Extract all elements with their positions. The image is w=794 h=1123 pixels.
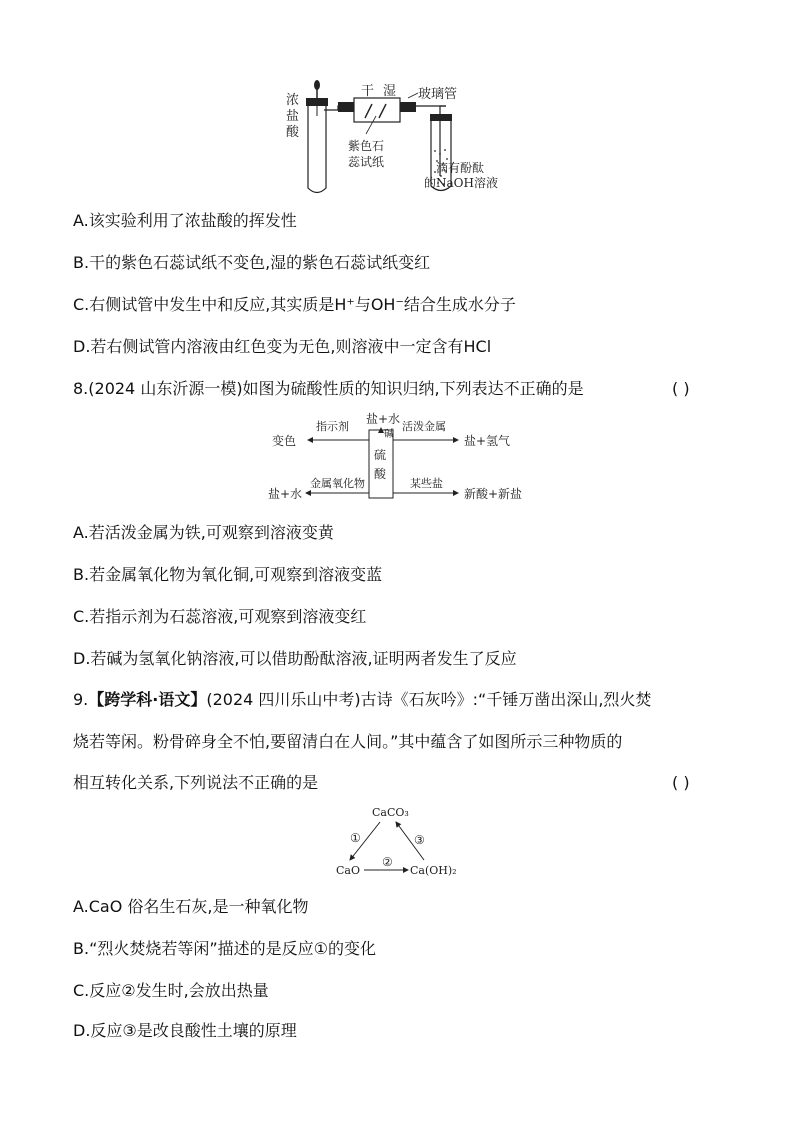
q7-option-d: D.若右侧试管内溶液由红色变为无色,则溶液中一定含有HCl: [73, 337, 492, 356]
solution-label-2: 的NaOH溶液: [424, 176, 498, 190]
active-metal-label: 活泼金属: [402, 420, 446, 433]
q8-option-d: D.若碱为氢氧化钠溶液,可以借助酚酞溶液,证明两者发生了反应: [73, 649, 517, 668]
q7-option-c: C.右侧试管中发生中和反应,其实质是H⁺与OH⁻结合生成水分子: [73, 295, 516, 314]
q9-number: 9.: [73, 690, 89, 709]
q9-option-d: D.反应③是改良酸性土壤的原理: [73, 1021, 297, 1040]
indicator-label: 指示剂: [316, 420, 349, 433]
acid-label-1: 浓: [286, 93, 300, 108]
solution-label-1: 滴有酚酞: [436, 161, 485, 175]
q9-answer-paren: ( ): [672, 773, 690, 792]
q9-stem-line-2: 烧若等闲。粉骨碎身全不怕,要留清白在人间。”其中蕴含了如图所示三种物质的: [73, 732, 623, 751]
salt-hydrogen-target: 盐+氢气: [464, 434, 511, 448]
q9-option-c: C.反应②发生时,会放出热量: [73, 981, 269, 1000]
q7-option-a: A.该实验利用了浓盐酸的挥发性: [73, 211, 297, 230]
litmus-paper-label-1: 紫色石: [348, 139, 385, 153]
q9-subject-tag: 【跨学科·语文】: [88, 690, 207, 709]
new-acid-salt-target: 新酸+新盐: [464, 487, 523, 501]
cao-label: CaO: [336, 864, 360, 877]
q8-stem: 8.(2024 山东沂源一模)如图为硫酸性质的知识归纳,下列表达不正确的是: [73, 379, 584, 398]
q8-option-b: B.若金属氧化物为氧化铜,可观察到溶液变蓝: [73, 565, 383, 584]
caoh2-label: Ca(OH)₂: [410, 864, 457, 877]
acid-label-2: 盐: [286, 109, 300, 124]
metal-oxide-label: 金属氧化物: [310, 477, 365, 490]
q9-stem-line-1: [73, 690, 651, 710]
acid-label-3: 酸: [286, 125, 300, 140]
glass-tube-label: 玻璃管: [418, 87, 458, 102]
caco3-label: CaCO₃: [372, 806, 409, 819]
q9-option-b: B.“烈火焚烧若等闲”描述的是反应①的变化: [73, 939, 376, 958]
q9-stem-text: (2024 四川乐山中考)古诗《石灰吟》:“千锤万凿出深山,烈火焚: [206, 690, 652, 709]
calcium-cycle-diagram: [330, 802, 470, 884]
center-label-2: 酸: [374, 467, 387, 481]
reaction-3-label: ③: [414, 833, 425, 847]
litmus-paper-label-2: 蕊试纸: [348, 155, 385, 169]
color-change-target: 变色: [272, 434, 297, 448]
dry-label: 干: [361, 84, 375, 99]
q8-option-a: A.若活泼金属为铁,可观察到溶液变黄: [73, 523, 334, 542]
wet-label: 湿: [383, 84, 397, 99]
reaction-1-label: ①: [350, 831, 361, 845]
q8-answer-paren: ( ): [672, 379, 690, 398]
q7-option-b: B.干的紫色石蕊试纸不变色,湿的紫色石蕊试纸变红: [73, 253, 431, 272]
base-label: 碱: [384, 429, 394, 440]
reaction-2-label: ②: [382, 855, 393, 869]
hcl-apparatus-figure: [280, 76, 520, 198]
sulfuric-acid-diagram: [262, 408, 554, 504]
q8-option-c: C.若指示剂为石蕊溶液,可观察到溶液变红: [73, 607, 367, 626]
center-label-1: 硫: [374, 448, 387, 462]
some-salt-label: 某些盐: [410, 477, 443, 490]
q9-option-a: A.CaO 俗名生石灰,是一种氧化物: [73, 897, 309, 916]
top-target: 盐+水: [366, 412, 401, 426]
salt-water-target: 盐+水: [268, 487, 303, 501]
q9-stem-line-3: 相互转化关系,下列说法不正确的是: [73, 773, 319, 792]
